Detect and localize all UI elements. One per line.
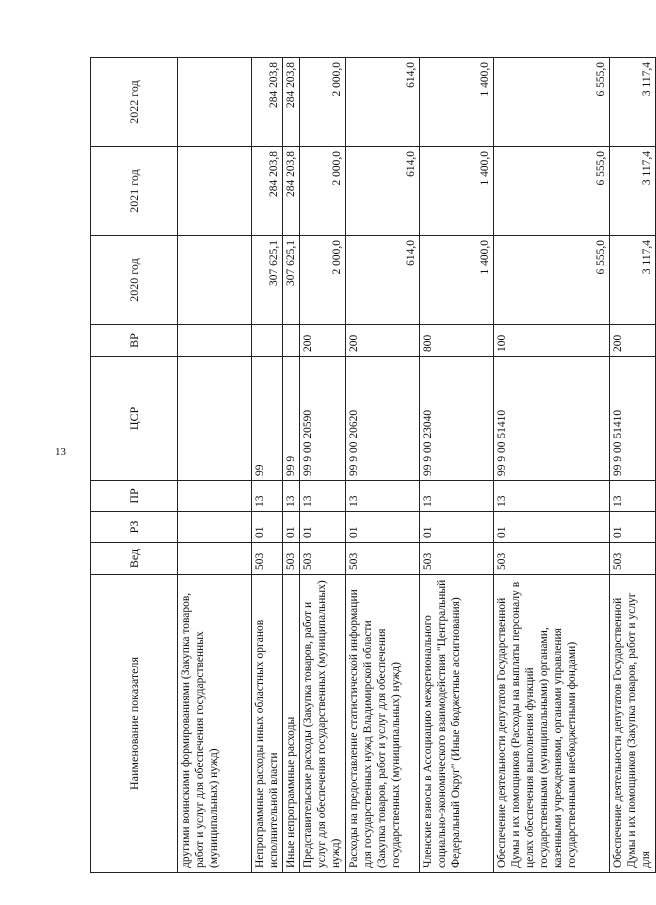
cell-name: Обеспечение деятельности депутатов Государственной Думы и их помощников (Закупка товаров, работ и услуг для: [610, 575, 656, 873]
cell-ved: 503: [300, 543, 346, 575]
header-2020: 2020 год: [91, 236, 178, 325]
cell-ved: 503: [252, 543, 283, 575]
cell-pr: 13: [283, 481, 300, 512]
table-row: [346, 58, 420, 873]
cell-pr: [178, 481, 252, 512]
cell-name: другими воинскими формированиями (Закупка товаров, работ и услуг для обеспечения государственных (муниципальных) нужд): [178, 575, 252, 873]
header-csr: ЦСР: [91, 357, 178, 481]
cell-csr: 99: [252, 357, 283, 481]
table-row: [283, 58, 300, 873]
cell-ved: [178, 543, 252, 575]
cell-2021: 1 400,0: [420, 147, 494, 236]
table-row: [252, 58, 283, 873]
cell-2021: 3 117,4: [610, 147, 656, 236]
cell-name: Членские взносы в Ассоциацию межрегионального социально-экономического взаимодействия "Центральный Федеральный Округ" (Иные бюджетные ассигнования): [420, 575, 494, 873]
cell-csr: 99 9 00 20620: [346, 357, 420, 481]
cell-2021: 284 203,8: [252, 147, 283, 236]
cell-2022: 284 203,8: [283, 58, 300, 147]
cell-2021: 284 203,8: [283, 147, 300, 236]
table-row: [300, 58, 346, 873]
table-row: [494, 58, 610, 873]
header-2021: 2021 год: [91, 147, 178, 236]
cell-ved: 503: [494, 543, 610, 575]
rotated-page: [90, 58, 653, 873]
cell-ved: 503: [283, 543, 300, 575]
cell-vr: [252, 325, 283, 357]
header-name: Наименование показателя: [91, 575, 178, 873]
cell-name: Расходы на предоставление статистической информации для государственных нужд Владимирской области (Закупка товаров, работ и услуг для обеспечения государственных (муниципальных) нужд): [346, 575, 420, 873]
cell-name: Иные непрограммные расходы: [283, 575, 300, 873]
header-pr: ПР: [91, 481, 178, 512]
cell-rz: 01: [300, 512, 346, 543]
cell-2020: 3 117,4: [610, 236, 656, 325]
cell-2020: 1 400,0: [420, 236, 494, 325]
cell-2020: 6 555,0: [494, 236, 610, 325]
cell-csr: 99 9 00 20590: [300, 357, 346, 481]
cell-pr: 13: [610, 481, 656, 512]
cell-2022: [178, 58, 252, 147]
cell-2022: 2 000,0: [300, 58, 346, 147]
header-2022: 2022 год: [91, 58, 178, 147]
cell-rz: 01: [252, 512, 283, 543]
cell-csr: 99 9: [283, 357, 300, 481]
cell-vr: 200: [610, 325, 656, 357]
cell-csr: 99 9 00 51410: [610, 357, 656, 481]
header-rz: РЗ: [91, 512, 178, 543]
budget-table: [90, 57, 656, 873]
cell-csr: 99 9 00 23040: [420, 357, 494, 481]
cell-2020: [178, 236, 252, 325]
cell-2022: 614,0: [346, 58, 420, 147]
cell-2020: 307 625,1: [252, 236, 283, 325]
cell-2021: 614,0: [346, 147, 420, 236]
table-row: [178, 58, 252, 873]
cell-name: Представительские расходы (Закупка товаров, работ и услуг для обеспечения государственных (муниципальных) нужд): [300, 575, 346, 873]
page-number: 13: [55, 446, 66, 458]
cell-rz: 01: [494, 512, 610, 543]
cell-pr: 13: [346, 481, 420, 512]
cell-rz: 01: [420, 512, 494, 543]
cell-vr: 800: [420, 325, 494, 357]
cell-pr: 13: [300, 481, 346, 512]
table-row: [610, 58, 656, 873]
header-row: [91, 58, 178, 873]
cell-2020: 307 625,1: [283, 236, 300, 325]
cell-name: Обеспечение деятельности депутатов Государственной Думы и их помощников (Расходы на выплаты персоналу в целях обеспечения выполнения функций государственными (муниципальными) органами, казенными учреждениями, органами управления государственными внебюджетными фондами): [494, 575, 610, 873]
cell-rz: 01: [610, 512, 656, 543]
cell-2020: 614,0: [346, 236, 420, 325]
cell-2020: 2 000,0: [300, 236, 346, 325]
cell-2022: 284 203,8: [252, 58, 283, 147]
cell-vr: 200: [300, 325, 346, 357]
cell-vr: [283, 325, 300, 357]
cell-name: Непрограммные расходы иных областных органов исполнительной власти: [252, 575, 283, 873]
cell-2021: 2 000,0: [300, 147, 346, 236]
cell-ved: 503: [346, 543, 420, 575]
cell-ved: 503: [420, 543, 494, 575]
cell-vr: 200: [346, 325, 420, 357]
header-ved: Вед: [91, 543, 178, 575]
cell-pr: 13: [252, 481, 283, 512]
cell-rz: [178, 512, 252, 543]
cell-2021: [178, 147, 252, 236]
cell-pr: 13: [420, 481, 494, 512]
cell-csr: [178, 357, 252, 481]
cell-csr: 99 9 00 51410: [494, 357, 610, 481]
cell-vr: [178, 325, 252, 357]
cell-2022: 1 400,0: [420, 58, 494, 147]
cell-pr: 13: [494, 481, 610, 512]
cell-rz: 01: [346, 512, 420, 543]
table-row: [420, 58, 494, 873]
cell-2022: 6 555,0: [494, 58, 610, 147]
cell-rz: 01: [283, 512, 300, 543]
cell-2022: 3 117,4: [610, 58, 656, 147]
cell-2021: 6 555,0: [494, 147, 610, 236]
cell-vr: 100: [494, 325, 610, 357]
header-vr: ВР: [91, 325, 178, 357]
cell-ved: 503: [610, 543, 656, 575]
